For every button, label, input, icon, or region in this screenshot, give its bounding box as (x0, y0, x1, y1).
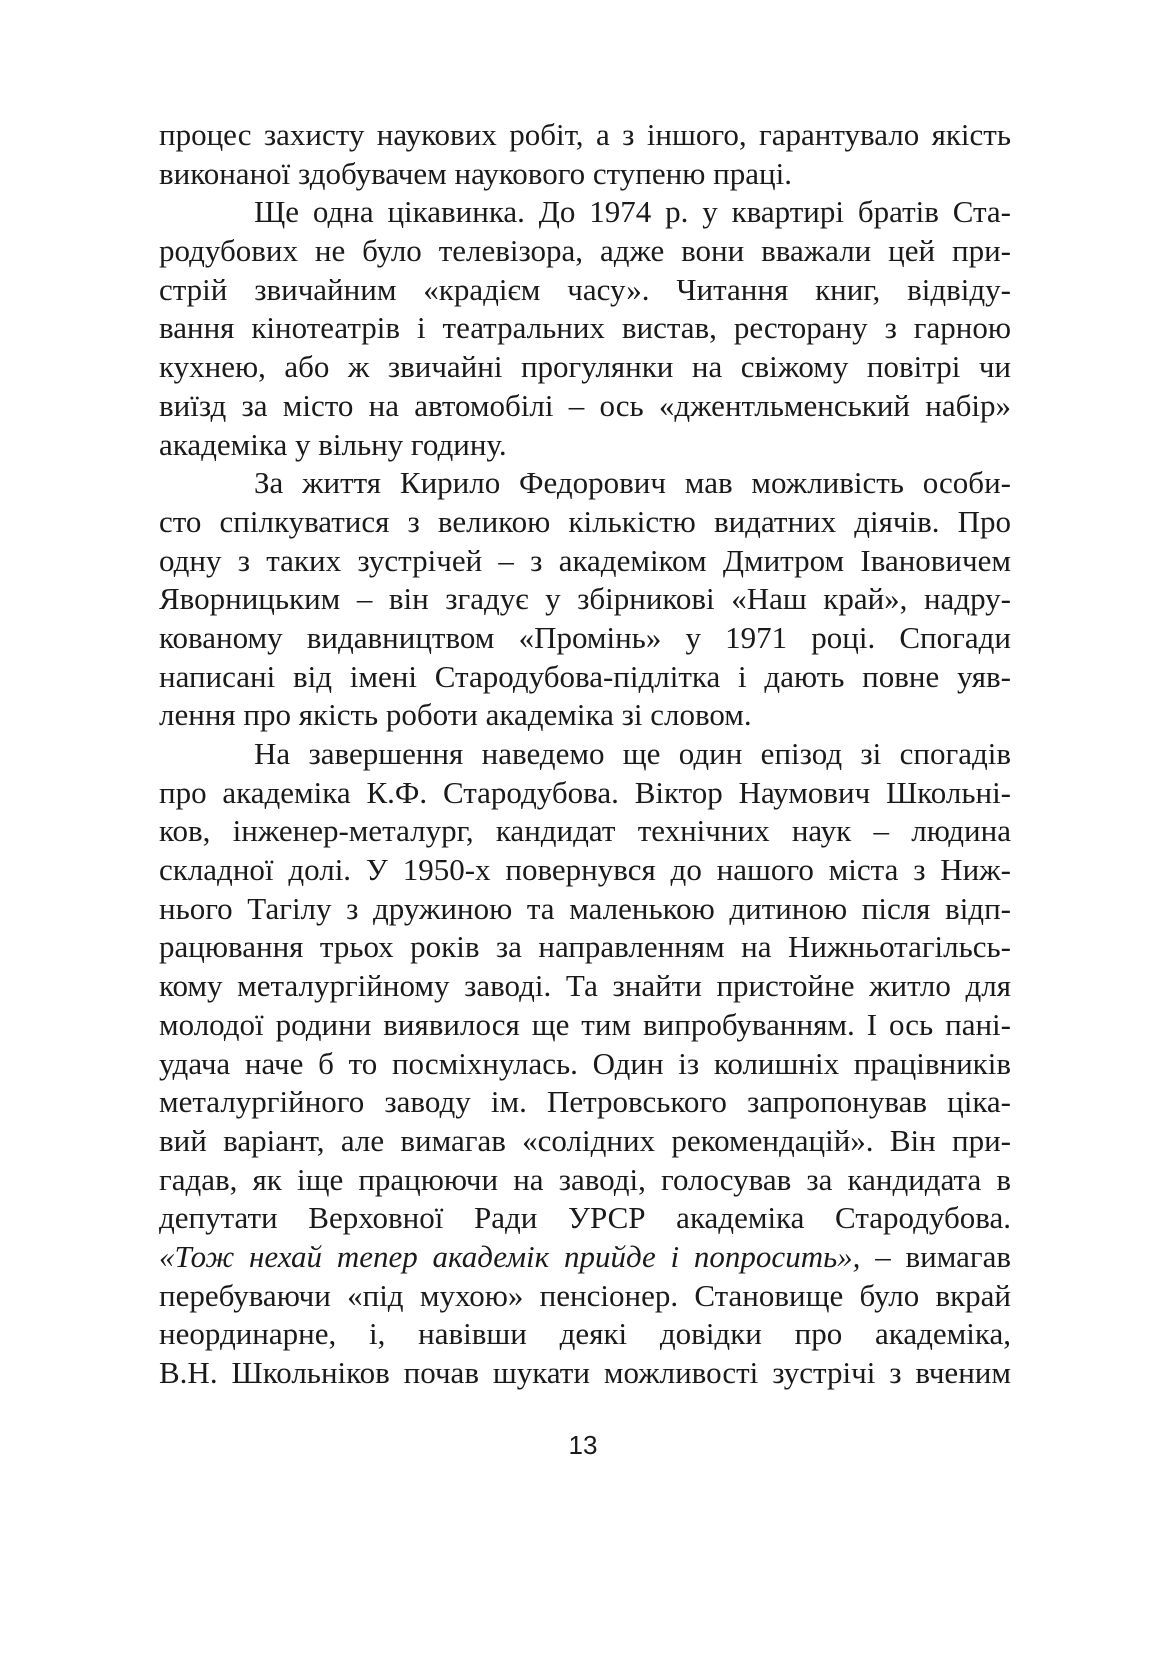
text-line: сто спілкуватися з великою кількістю видатних діячів. Про (159, 503, 1011, 539)
paragraph-start-line: Ще одна цікавинка. До 1974 р. у квартирі братів Ста- (254, 194, 1011, 230)
text-line: В.Н. Школьніков почав шукати можливості зустрічі з вченим (159, 1355, 1011, 1390)
text-line: нього Тагілу з дружиною та маленькою дитиною після відп- (159, 890, 1011, 926)
text-line: депутати Верховної Ради УРСР академіка Стародубова. (159, 1200, 1011, 1236)
page-number: 13 (568, 1430, 598, 1460)
text-line: ков, інженер-металург, кандидат технічних наук – людина (159, 813, 1011, 849)
quote-continuation: – вимагав (860, 1238, 1011, 1274)
text-line: перебуваючи «під мухою» пенсіонер. Становище було вкрай (159, 1277, 1011, 1313)
text-line: неординарне, і, навівши деякі довідки про академіка, (159, 1316, 1011, 1352)
text-line: молодої родини виявилося ще тим випробуванням. І ось пані- (159, 1006, 1011, 1042)
text-line: вання кінотеатрів і театральних вистав, ресторану з гарною (159, 310, 1011, 346)
text-line: виїзд за місто на автомобілі – ось «джентльменський набір» (159, 387, 1011, 423)
text-line: гадав, як іще працюючи на заводі, голосував за кандидата в (159, 1161, 1011, 1197)
text-line: одну з таких зустрічей – з академіком Дмитром Івановичем (159, 542, 1011, 578)
text-line: академіка у вільну годину. (159, 426, 507, 462)
text-line: Яворницьким – він згадує у збірникові «Наш край», надру- (159, 581, 1011, 617)
body-text (159, 116, 1011, 1393)
text-line: написані від імені Стародубова-підлітка і дають повне уяв- (159, 658, 1011, 694)
text-line: удача наче б то посміхнулась. Один із колишніх працівників (159, 1045, 1011, 1081)
text-line: про академіка К.Ф. Стародубова. Віктор Наумович Школьні- (159, 774, 1011, 810)
text-line: кому металургійному заводі. Та знайти пристойне житло для (159, 968, 1011, 1004)
text-line: кухнею, або ж звичайні прогулянки на свіжому повітрі чи (159, 349, 1011, 385)
text-line: складної долі. У 1950-х повернувся до нашого міста з Ниж- (159, 852, 1011, 888)
text-line: лення про якість роботи академіка зі словом. (159, 697, 752, 733)
text-line: кованому видавництвом «Промінь» у 1971 році. Спогади (159, 619, 1011, 655)
text-line: металургійного заводу ім. Петровського запропонував ціка- (159, 1084, 1011, 1120)
text-line: виконаної здобувачем наукового ступеню праці. (159, 155, 792, 191)
mixed-style-line (159, 1238, 1011, 1277)
text-line: процес захисту наукових робіт, а з іншого, гарантувало якість (159, 117, 1011, 152)
italic-quote: «Тож нехай тепер академік прийде і попросить», (159, 1238, 861, 1274)
text-line: родубових не було телевізора, адже вони вважали цей при- (159, 233, 1011, 269)
paragraph-start-line: За життя Кирило Федорович мав можливість особи- (254, 465, 1011, 501)
text-line: стрій звичайним «крадієм часу». Читання книг, відвіду- (159, 271, 1011, 307)
text-line: вий варіант, але вимагав «солідних рекомендацій». Він при- (159, 1122, 1011, 1158)
paragraph-start-line: На завершення наведемо ще один епізод зі спогадів (254, 736, 1011, 771)
text-line: рацювання трьох років за направленням на Нижньотагільсь- (159, 929, 1011, 965)
